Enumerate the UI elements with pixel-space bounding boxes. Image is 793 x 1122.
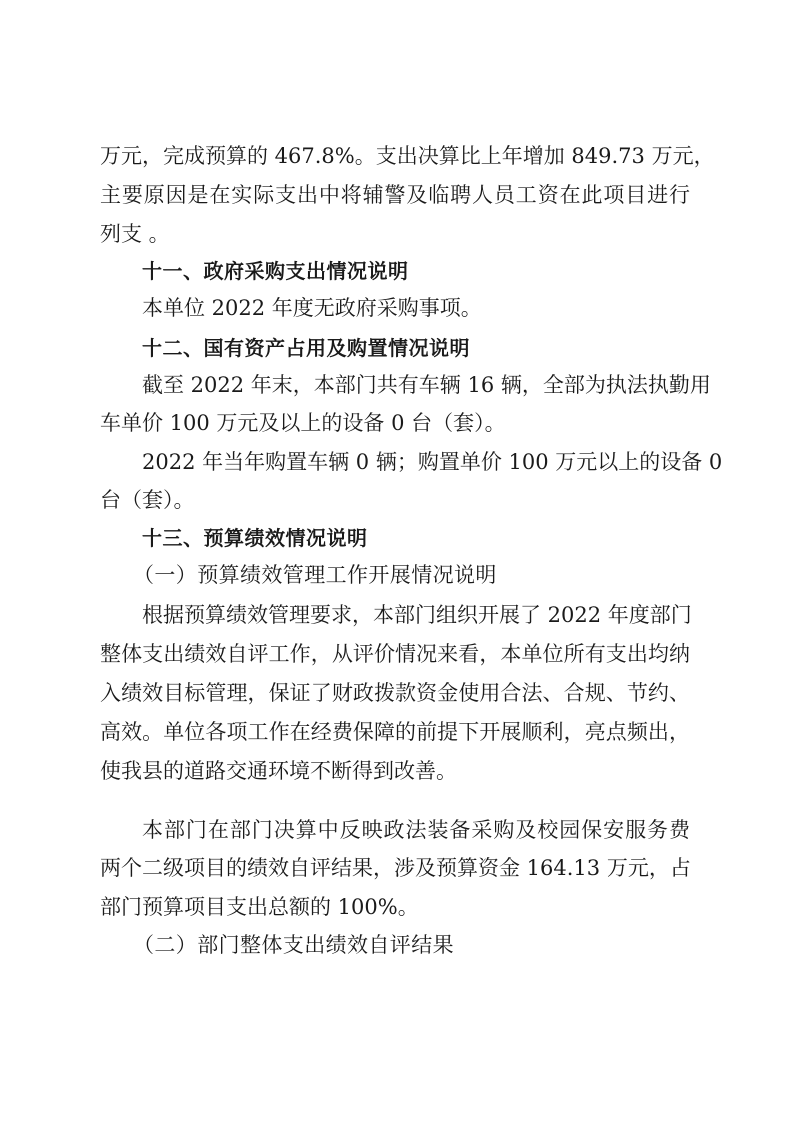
paragraph-line: 截至 2022 年末，本部门共有车辆 16 辆，全部为执法执勤用 <box>142 373 711 397</box>
section-heading-assets: 十二、国有资产占用及购置情况说明 <box>142 336 470 360</box>
section-heading-performance: 十三、预算绩效情况说明 <box>142 526 368 550</box>
paragraph-line: 部门预算项目支出总额的 100%。 <box>100 895 419 919</box>
subsection-heading: （二）部门整体支出绩效自评结果 <box>133 933 454 957</box>
paragraph-line: 入绩效目标管理，保证了财政拨款资金使用合法、合规、节约、 <box>100 681 690 705</box>
paragraph-line: 车单价 100 万元及以上的设备 0 台（套）。 <box>100 411 506 435</box>
paragraph-line: 本部门在部门决算中反映政法装备采购及校园保安服务费 <box>142 818 690 842</box>
paragraph-line: 整体支出绩效自评工作，从评价情况来看，本单位所有支出均纳 <box>100 642 690 666</box>
paragraph-line: 2022 年当年购置车辆 0 辆；购置单价 100 万元以上的设备 0 <box>142 450 723 474</box>
subsection-heading: （一）预算绩效管理工作开展情况说明 <box>133 563 497 587</box>
paragraph-line: 两个二级项目的绩效自评结果，涉及预算资金 164.13 万元，占 <box>100 856 691 880</box>
paragraph-line: 高效。单位各项工作在经费保障的前提下开展顺利，亮点频出， <box>100 720 690 744</box>
section-heading-procurement: 十一、政府采购支出情况说明 <box>142 259 409 283</box>
paragraph-line: 使我县的道路交通环境不断得到改善。 <box>100 759 457 783</box>
paragraph-line: 台（套）。 <box>100 488 195 512</box>
paragraph-line: 主要原因是在实际支出中将辅警及临聘人员工资在此项目进行 <box>100 183 690 207</box>
paragraph-line: 根据预算绩效管理要求，本部门组织开展了 2022 年度部门 <box>142 603 692 627</box>
paragraph-line: 万元，完成预算的 467.8%。支出决算比上年增加 849.73 万元， <box>100 144 715 168</box>
paragraph-line: 本单位 2022 年度无政府采购事项。 <box>142 296 482 320</box>
paragraph-line: 列支 。 <box>100 222 170 246</box>
